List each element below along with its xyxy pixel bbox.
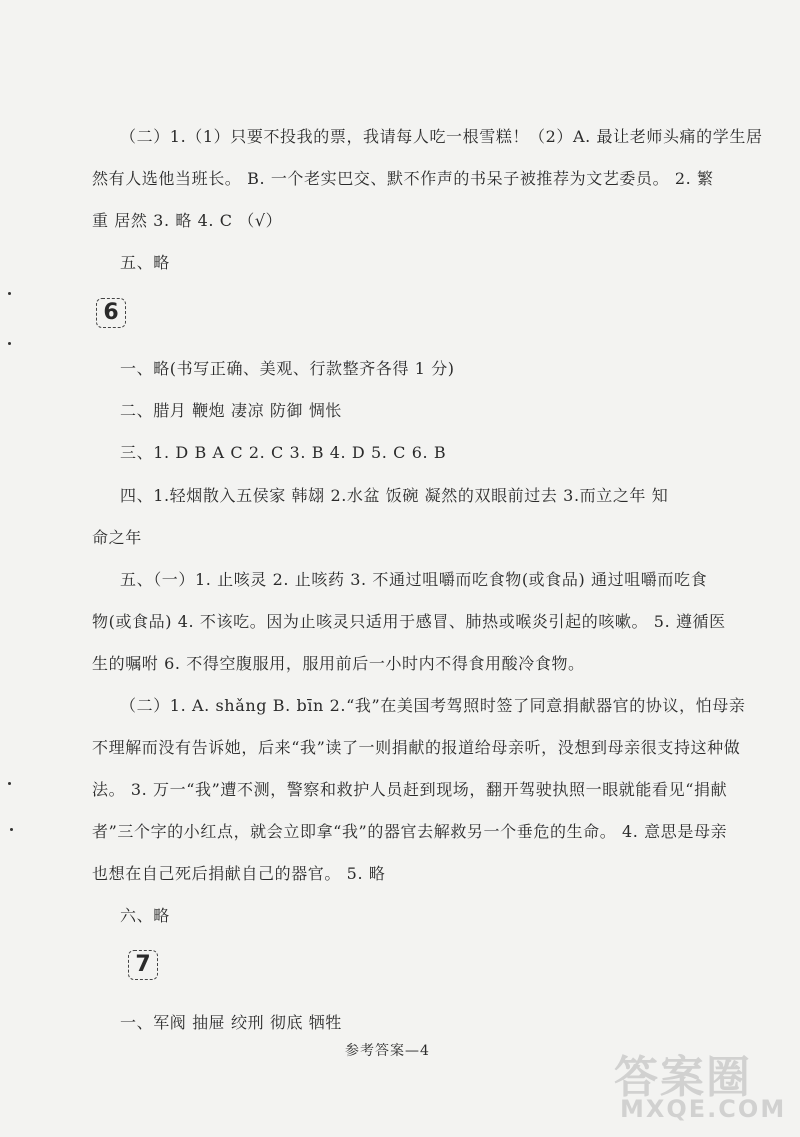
answer-line-8: 四、1.轻烟散入五侯家 韩翃 2.水盆 饭碗 凝然的双眼前过去 3.而立之年 知 xyxy=(120,486,669,505)
answer-line-18: 六、略 xyxy=(120,906,170,925)
answer-line-13: （二）1. A. shǎng B. bīn 2.“我”在美国考驾照时签了同意捐献器官的协议，怕母亲 xyxy=(120,696,746,715)
answer-line-2: 然有人选他当班长。 B. 一个老实巴交、默不作声的书呆子被推荐为文艺委员。 2. 繁 xyxy=(92,169,714,188)
answer-line-9: 命之年 xyxy=(92,528,142,547)
answer-line-6: 二、腊月 鞭炮 凄凉 防御 惆怅 xyxy=(120,401,342,420)
answer-line-7: 三、1. D B A C 2. C 3. B 4. D 5. C 6. B xyxy=(120,443,447,462)
page-footer: 参考答案—4 xyxy=(345,1043,430,1059)
answer-line-10: 五、（一）1. 止咳灵 2. 止咳药 3. 不通过咀嚼而吃食物(或食品) 通过咀嚼而吃食 xyxy=(120,570,708,589)
answer-line-1: （二）1.（1）只要不投我的票，我请每人吃一根雪糕！（2）A. 最让老师头痛的学生居 xyxy=(120,127,763,146)
answer-line-3: 重 居然 3. 略 4. C （√） xyxy=(92,211,283,230)
watermark-url: MXQE.COM xyxy=(620,1095,787,1123)
answer-line-16: 者”三个字的小红点，就会立即拿“我”的器官去解救另一个垂危的生命。 4. 意思是母亲 xyxy=(92,822,728,841)
scan-mark xyxy=(8,342,11,345)
answer-line-17: 也想在自己死后捐献自己的器官。 5. 略 xyxy=(92,864,386,883)
answer-line-15: 法。 3. 万一“我”遭不测，警察和救护人员赶到现场，翻开驾驶执照一眼就能看见“捐献 xyxy=(92,780,728,799)
answer-line-12: 生的嘱咐 6. 不得空腹服用，服用前后一小时内不得食用酸冷食物。 xyxy=(92,654,585,673)
scan-mark xyxy=(10,828,13,831)
answer-line-4: 五、略 xyxy=(120,253,170,272)
scan-mark xyxy=(8,782,11,785)
watermark-title: 答案圈 xyxy=(614,1052,752,1103)
section-badge-6: 6 xyxy=(96,298,126,328)
answer-line-11: 物(或食品) 4. 不该吃。因为止咳灵只适用于感冒、肺热或喉炎引起的咳嗽。 5. 遵循医 xyxy=(92,612,726,631)
answer-line-14: 不理解而没有告诉她，后来“我”读了一则捐献的报道给母亲听，没想到母亲很支持这种做 xyxy=(92,738,741,757)
answer-line-5: 一、略(书写正确、美观、行款整齐各得 1 分) xyxy=(120,359,455,378)
watermark-logo xyxy=(614,1041,794,1131)
answer-line-19: 一、军阀 抽屉 绞刑 彻底 牺牲 xyxy=(120,1013,342,1032)
scan-mark xyxy=(8,292,11,295)
section-badge-7: 7 xyxy=(128,950,158,980)
